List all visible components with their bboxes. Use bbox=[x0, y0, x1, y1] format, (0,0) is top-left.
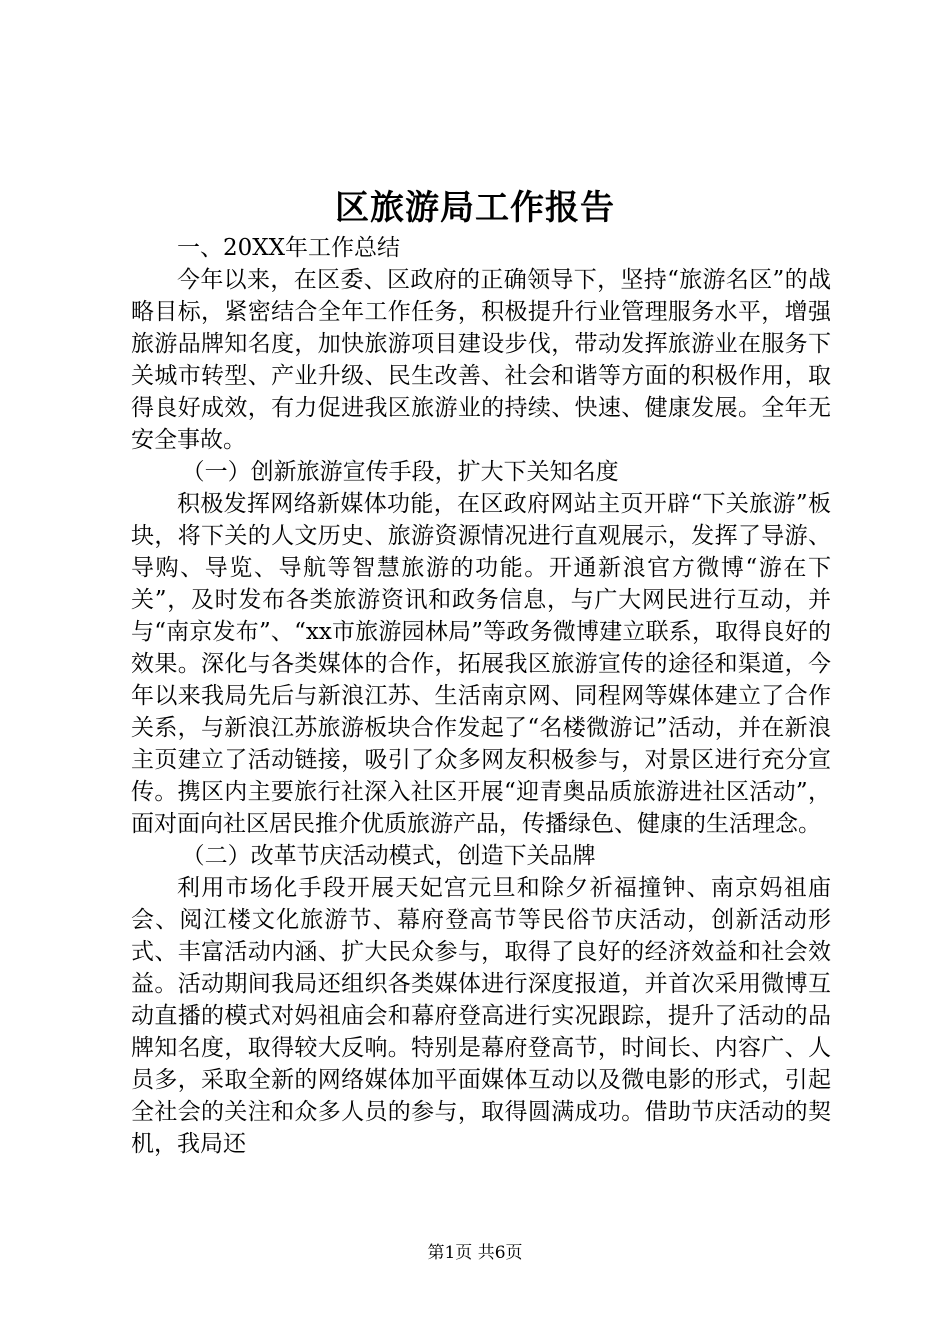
section-heading: 一、20XX年工作总结 bbox=[177, 235, 401, 261]
paragraph: 积极发挥网络新媒体功能，在区政府网站主页开辟“下关旅游”板块，将下关的人文历史、旅游资源情况进行直观展示，发挥了导游、导购、导览、导航等智慧旅游的功能。开通新浪官方微博“游在下关”，及时发布各类旅游资讯和政务信息，与广大网民进行互动，并与“南京发布”、“xx市旅游园林局”等政务微博建立联系，取得良好的效果。深化与各类媒体的合作，拓展我区旅游宣传的途径和渠道，今年以来我局先后与新浪江苏、生活南京网、同程网等媒体建立了合作关系，与新浪江苏旅游板块合作发起了“名楼微游记”活动，并在新浪主页建立了活动链接，吸引了众多网友积极参与，对景区进行充分宣传。携区内主要旅行社深入社区开展“迎青奥品质旅游进社区活动”，面对面向社区居民推介优质旅游产品，传播绿色、健康的生活理念。 bbox=[131, 491, 831, 837]
paragraph: 今年以来，在区委、区政府的正确领导下，坚持“旅游名区”的战略目标，紧密结合全年工作任务，积极提升行业管理服务水平，增强旅游品牌知名度，加快旅游项目建设步伐，带动发挥旅游业在服务下关城市转型、产业升级、民生改善、社会和谐等方面的积极作用，取得良好成效，有力促进我区旅游业的持续、快速、健康发展。全年无安全事故。 bbox=[131, 267, 831, 453]
paragraph: 利用市场化手段开展天妃宫元旦和除夕祈福撞钟、南京妈祖庙会、阅江楼文化旅游节、幕府登高节等民俗节庆活动，创新活动形式、丰富活动内涵、扩大民众参与，取得了良好的经济效益和社会效益。活动期间我局还组织各类媒体进行深度报道，并首次采用微博互动直播的模式对妈祖庙会和幕府登高进行实况跟踪，提升了活动的品牌知名度，取得较大反响。特别是幕府登高节，时间长、内容广、人员多，采取全新的网络媒体加平面媒体互动以及微电影的形式，引起全社会的关注和众多人员的参与，取得圆满成功。借助节庆活动的契机，我局还 bbox=[131, 875, 831, 1157]
document-title: 区旅游局工作报告 bbox=[335, 188, 615, 228]
page-footer: 第1页 共6页 bbox=[427, 1243, 523, 1263]
subsection-heading: （一）创新旅游宣传手段，扩大下关知名度 bbox=[181, 459, 619, 485]
subsection-heading: （二）改革节庆活动模式，创造下关品牌 bbox=[181, 843, 596, 869]
document-body bbox=[131, 232, 831, 1160]
